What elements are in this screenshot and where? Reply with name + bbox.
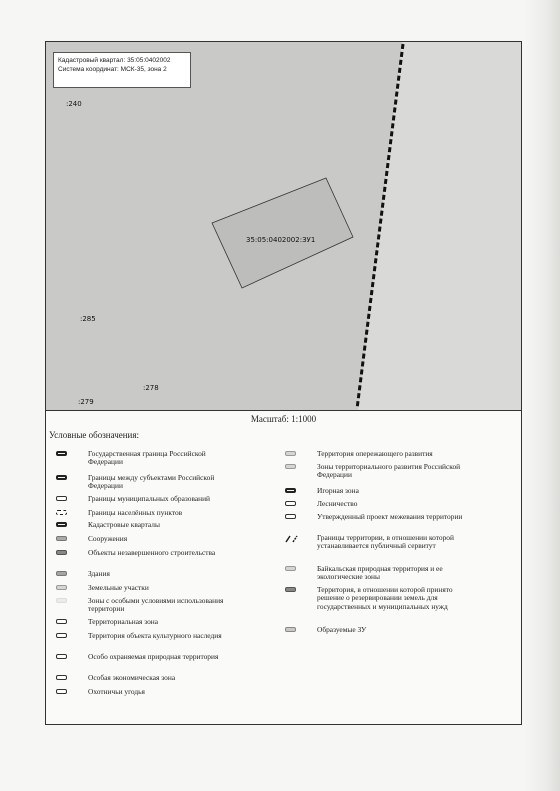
legend-item [56, 521, 276, 535]
legend-label: Территориальная зона [88, 617, 159, 626]
legend-right-column [285, 450, 513, 640]
legend-swatch [56, 585, 67, 590]
legend-label: Территория, в отношении которой принято решение о резервировании земель для государственных и муниципальных нужд [317, 585, 453, 611]
legend-swatch [285, 501, 296, 506]
legend-swatch [56, 550, 67, 555]
legend-label: Утвержденный проект межевания территории [317, 512, 463, 521]
info-box [53, 52, 191, 88]
legend-swatch [56, 496, 67, 501]
legend-swatch [56, 675, 67, 680]
legend-item [56, 632, 276, 653]
legend-item [56, 535, 276, 549]
legend-item [56, 618, 276, 632]
legend-swatch [56, 571, 67, 576]
legend-swatch [285, 627, 296, 632]
quarter-number: Кадастровый квартал: 35:05:0402002 [58, 57, 171, 64]
legend-swatch [56, 598, 67, 603]
legend-swatch [56, 633, 67, 638]
legend-swatch [285, 535, 296, 540]
legend-label: Границы муниципальных образований [88, 494, 211, 503]
legend-item [285, 513, 513, 534]
legend-swatch [285, 587, 296, 592]
legend-swatch [56, 451, 67, 456]
legend-swatch [56, 654, 67, 659]
parcel-label-240: :240 [66, 100, 82, 108]
legend-swatch [56, 619, 67, 624]
legend-swatch [285, 514, 296, 519]
legend-item [56, 653, 276, 674]
legend-label: Здания [88, 569, 110, 578]
legend-item [285, 534, 513, 565]
parcel-number-label: 35:05:0402002:ЗУ1 [246, 236, 316, 244]
legend-label: Сооружения [88, 534, 128, 543]
legend-label: Территория опережающего развития [317, 449, 433, 458]
legend-swatch [56, 510, 67, 515]
legend-label: Территория объекта культурного наследия [88, 631, 222, 640]
legend-label: Границы населённых пунктов [88, 508, 183, 517]
legend-item [56, 674, 276, 688]
map-area[interactable] [46, 42, 521, 410]
legend-label: Границы территории, в отношении которой устанавливается публичный сервитут [317, 533, 454, 551]
legend-swatch [285, 488, 296, 493]
parcel-polygon [212, 178, 353, 288]
legend-item [56, 688, 276, 702]
legend-swatch [285, 451, 296, 456]
legend-swatch [285, 566, 296, 571]
legend-item [56, 549, 276, 570]
legend-item [56, 450, 276, 474]
parcel-label-278: :278 [143, 384, 159, 392]
legend-item [285, 586, 513, 626]
adjacent-land-area [358, 42, 521, 410]
legend-label: Лесничество [317, 499, 358, 508]
legend-label: Особая экономическая зона [88, 673, 176, 682]
map-graphics [46, 42, 521, 410]
scale-label: Масштаб: 1:1000 [46, 410, 521, 427]
legend-label: Охотничьи угодья [88, 687, 145, 696]
map-frame [45, 41, 522, 725]
legend-label: Государственная граница Российской Федерации [88, 449, 206, 467]
parcel-label-279: :279 [78, 398, 94, 406]
legend-left-column [56, 450, 276, 702]
legend-item [56, 597, 276, 618]
legend-title: Условные обозначения: [49, 430, 140, 440]
coordinate-system: Система координат: МСК-35, зона 2 [58, 66, 167, 73]
legend-swatch [285, 464, 296, 469]
page-edge [524, 0, 560, 791]
legend-item [285, 565, 513, 586]
legend-item [285, 463, 513, 487]
legend-label: Зоны территориального развития Российской Федерации [317, 462, 461, 480]
legend-label: Кадастровые кварталы [88, 520, 160, 529]
legend-swatch [56, 689, 67, 694]
legend-label: Игорная зона [317, 486, 359, 495]
legend-item [56, 570, 276, 584]
legend-label: Особо охраняемая природная территория [88, 652, 219, 661]
legend-item [56, 495, 276, 509]
legend-label: Байкальская природная территория и ее экологические зоны [317, 564, 443, 582]
legend-swatch [56, 522, 67, 527]
legend-label: Образуемые ЗУ [317, 625, 367, 634]
legend-item [285, 626, 513, 640]
legend-label: Границы между субъектами Российской Федерации [88, 473, 215, 491]
legend-swatch [56, 475, 67, 480]
legend-label: Зоны с особыми условиями использования территории [88, 596, 224, 614]
legend-label: Объекты незавершенного строительства [88, 548, 216, 557]
legend-swatch [56, 536, 67, 541]
legend-label: Земельные участки [88, 583, 149, 592]
legend-item [56, 474, 276, 495]
parcel-label-285: :285 [80, 315, 96, 323]
